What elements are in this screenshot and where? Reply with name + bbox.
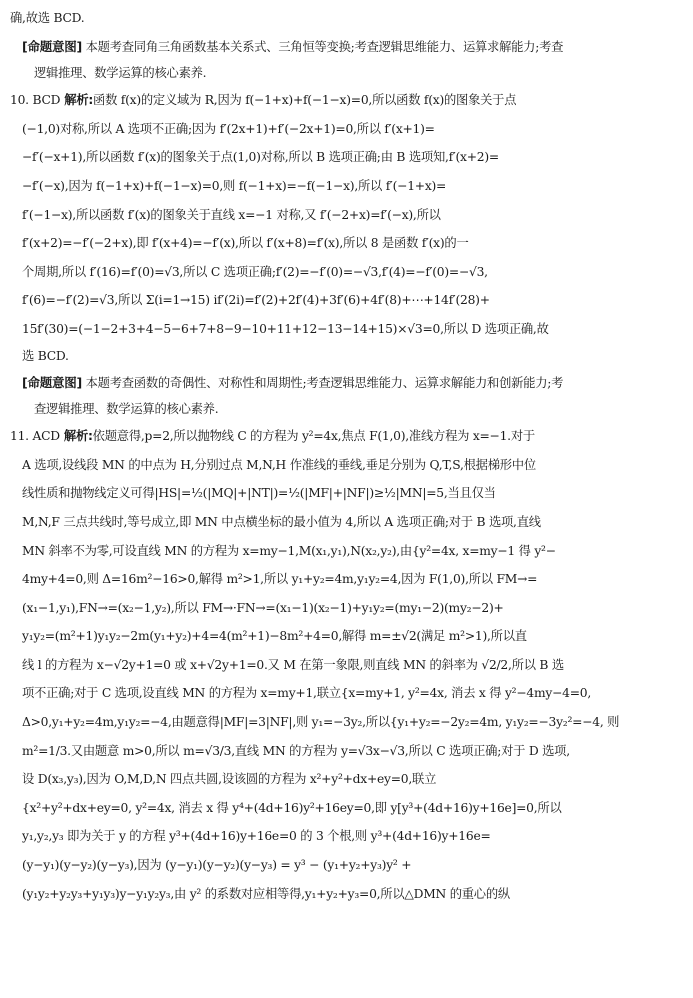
text-line: M,N,F 三点共线时,等号成立,即 MN 中点横坐标的最小值为 4,所以 A 选项正确;对于 B 选项,直线 [22, 514, 541, 529]
analysis-label: 解析: [60, 93, 94, 108]
text-line: f′(6)=−f′(2)=√3,所以 Σ(i=1→15) if′(2i)=f′(2)+2f′(4)+3f′(6)+4f′(8)+⋯+14f′(28)+ [22, 293, 490, 308]
analysis-label: 解析: [59, 429, 93, 444]
text-line: 查逻辑推理、数学运算的核心素养. [34, 402, 219, 417]
text-line [10, 369, 683, 398]
text-line: (x₁−1,y₁),FN→=(x₂−1,y₂),所以 FM→·FN→=(x₁−1)(x₂−1)+y₁y₂=(my₁−2)(my₂−2)+ [22, 600, 504, 615]
text-line: 设 D(x₃,y₃),因为 O,M,D,N 四点共圆,设该圆的方程为 x²+y²+dx+ey=0,联立 [22, 772, 437, 787]
line-text: 本题考查同角三角函数基本关系式、三角恒等变换;考查逻辑思维能力、运算求解能力;考查 [81, 39, 564, 54]
line-text: 依题意得,p=2,所以抛物线 C 的方程为 y²=4x,焦点 F(1,0),准线方程为 x=−1.对于 [92, 429, 535, 444]
answer-number: 10. BCD [10, 93, 61, 108]
text-line: 确,故选 BCD. [10, 11, 85, 25]
text-line: −f′(−x+1),所以函数 f′(x)的图象关于点(1,0)对称,所以 B 选项正确;由 B 选项知,f′(x+2)= [22, 150, 499, 165]
text-line: Δ>0,y₁+y₂=4m,y₁y₂=−4,由题意得|MF|=3|NF|,则 y₁=−3y₂,所以{y₁+y₂=−2y₂=4m, y₁y₂=−3y₂²=−4, 则 [22, 715, 620, 730]
text-line: 项不正确;对于 C 选项,设直线 MN 的方程为 x=my+1,联立{x=my+1, y²=4x, 消去 x 得 y²−4my−4=0, [22, 686, 591, 701]
text-line: −f′(−x),因为 f(−1+x)+f(−1−x)=0,则 f(−1+x)=−f(−1−x),所以 f′(−1+x)= [22, 178, 447, 193]
text-line: A 选项,设线段 MN 的中点为 H,分别过点 M,N,H 作准线的垂线,垂足分别为 Q,T,S,根据梯形中位 [22, 457, 536, 472]
text-line: 15f′(30)=(−1−2+3+4−5−6+7+8−9−10+11+12−13−14+15)×√3=0,所以 D 选项正确,故 [22, 321, 549, 336]
text-line: (y−y₁)(y−y₂)(y−y₃),因为 (y−y₁)(y−y₂)(y−y₃) = y³ − (y₁+y₂+y₃)y² + [22, 858, 412, 873]
text-line [10, 86, 683, 115]
text-line: MN 斜率不为零,可设直线 MN 的方程为 x=my−1,M(x₁,y₁),N(x₂,y₂),由{y²=4x, x=my−1 得 y²− [22, 543, 556, 558]
text-line: (y₁y₂+y₂y₃+y₁y₃)y−y₁y₂y₃,由 y² 的系数对应相等得,y₁+y₂+y₃=0,所以△DMN 的重心的纵 [22, 886, 510, 901]
line-text: 本题考查函数的奇偶性、对称性和周期性;考查逻辑思维能力、运算求解能力和创新能力;考 [81, 375, 564, 390]
line-text: 函数 f(x)的定义域为 R,因为 f(−1+x)+f(−1−x)=0,所以函数 f(x)的图象关于点 [93, 93, 517, 108]
text-line: 线性质和抛物线定义可得|HS|=½(|MQ|+|NT|)=½(|MF|+|NF|)≥½|MN|=5,当且仅当 [22, 486, 496, 501]
text-line: 4my+4=0,则 Δ=16m²−16>0,解得 m²>1,所以 y₁+y₂=4m,y₁y₂=4,因为 F(1,0),所以 FM→= [22, 572, 538, 587]
text-line: f′(−1−x),所以函数 f′(x)的图象关于直线 x=−1 对称,又 f′(−2+x)=f′(−x),所以 [22, 207, 441, 222]
text-line: 个周期,所以 f′(16)=f′(0)=√3,所以 C 选项正确;f′(2)=−f′(0)=−√3,f′(4)=−f′(0)=−√3, [22, 264, 488, 279]
text-line: 线 l 的方程为 x−√2y+1=0 或 x+√2y+1=0.又 M 在第一象限,则直线 MN 的斜率为 √2/2,所以 B 选 [22, 657, 564, 672]
section-tag: [命题意图] [22, 374, 82, 390]
text-line: y₁y₂=(m²+1)y₁y₂−2m(y₁+y₂)+4=4(m²+1)−8m²+4=0,解得 m=±√2(满足 m²>1),所以直 [22, 629, 527, 644]
text-line: (−1,0)对称,所以 A 选项不正确;因为 f′(2x+1)+f′(−2x+1)=0,所以 f′(x+1)= [22, 121, 435, 136]
text-line: 逻辑推理、数学运算的核心素养. [34, 66, 207, 81]
text-line: m²=1/3.又由题意 m>0,所以 m=√3/3,直线 MN 的方程为 y=√3x−√3,所以 C 选项正确;对于 D 选项, [22, 743, 570, 758]
text-line [10, 33, 683, 62]
text-line: f′(x+2)=−f′(−2+x),即 f′(x+4)=−f′(x),所以 f′(x+8)=f′(x),所以 8 是函数 f′(x)的一 [22, 236, 469, 251]
answer-number: 11. ACD [10, 429, 60, 444]
text-line: y₁,y₂,y₃ 即为关于 y 的方程 y³+(4d+16)y+16e=0 的 3 个根,则 y³+(4d+16)y+16e= [22, 829, 491, 844]
text-line: {x²+y²+dx+ey=0, y²=4x, 消去 x 得 y⁴+(4d+16)y²+16ey=0,即 y[y³+(4d+16)y+16e]=0,所以 [22, 800, 562, 815]
text-line [10, 422, 683, 451]
text-line: 选 BCD. [22, 348, 69, 363]
section-tag: [命题意图] [22, 38, 82, 54]
